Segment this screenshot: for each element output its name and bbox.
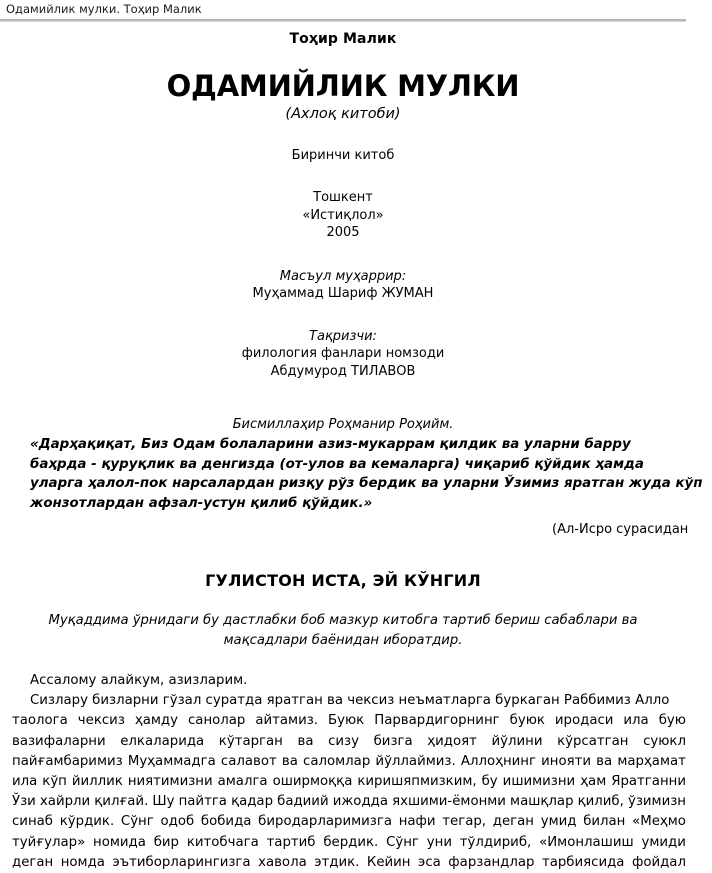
body-line: Сизлару бизларни гўзал суратда яратган ва чексиз неъматларга буркаган Раббимиз Алло [30, 693, 670, 709]
document-viewer-header [0, 0, 686, 19]
body-line: туйғулар» номида бир китобчага тартиб бердик. Сўнг уни тўлдириб, «Имонлашиш умиди [12, 834, 686, 850]
quote-line: жонзотлардан афзал-устун қилиб қўйдик.» [30, 495, 373, 511]
quote-line: баҳрда - қуруқлик ва денгизда (от-улов ва кемаларга) чиқариб қўйдик ҳамда [30, 456, 644, 472]
credit-qualification: филология фанлари номзоди [241, 346, 445, 361]
imprint-publisher: «Истиқлол» [302, 207, 384, 223]
document-page [0, 22, 703, 870]
book-volume-label: Биринчи китоб [291, 148, 395, 163]
body-line: синаб кўрдик. Сўнг одоб бобида биродарларимизга нафи тегар, деган умид билан «Меҳмо [12, 814, 686, 830]
body-line: вазифаларни елкаларида кўтарган ва сизу бизга ҳидоят йўлини кўрсатган суюкл [12, 733, 686, 749]
chapter-body [0, 651, 702, 873]
book-title: ОДАМИЙЛИК МУЛКИ [166, 69, 520, 103]
chapter-intro-line: Муқаддима ўрнидаги бу дастлабки боб мазкур китобга тартиб бериш сабаблари ва [48, 613, 638, 628]
quran-quotation [0, 434, 712, 513]
credit-block-editor [0, 242, 686, 303]
credit-name: Муҳаммад Шариф ЖУМАН [252, 286, 434, 301]
body-line: Ўзи хайрли қилғай. Шу пайтга қадар бадиий ижодда яхшими-ёмонми машқлар қилиб, ўзимизн [12, 794, 686, 810]
quote-line: «Дарҳақиқат, Биз Одам болаларини азиз-мукаррам қилдик ва уларни барру [30, 437, 631, 452]
title-block [0, 22, 686, 165]
body-line: деган номда эътиборларингизга хавола этдик. Кейин эса фарзандлар тарбиясида фойдал [12, 854, 686, 870]
quote-line: уларга ҳалол-пок нарсалардан ризқу рўз бердик ва уларни Ўзимиз яратган жуда кўп [30, 476, 703, 491]
chapter-intro [37, 592, 649, 651]
credit-role-label: Масъул муҳаррир: [279, 268, 407, 284]
bismillah-line: Бисмиллаҳир Роҳманир Роҳийм. [232, 417, 454, 432]
book-author: Тоҳир Малик [289, 31, 397, 47]
chapter-intro-line: мақсадлари баёнидан иборатдир. [223, 633, 463, 648]
credit-block-reviewer [0, 303, 686, 381]
body-line: ила кўп йиллик ниятимизни амалга оширмоққа киришяпмизким, бу ишимизни ҳам Яратганни [12, 774, 686, 790]
body-line: таолога чексиз ҳамду санолар айтамиз. Буюк Парвардигорнинг буюк иродаси ила бую [12, 713, 686, 729]
body-line: Ассалому алайкум, азизларим. [30, 673, 248, 688]
imprint-block [0, 165, 686, 242]
document-header-title: Одамийлик мулки. Тоҳир Малик [6, 2, 202, 16]
imprint-year: 2005 [326, 225, 360, 240]
book-subtitle: (Ахлоқ китоби) [285, 106, 401, 122]
imprint-city: Тошкент [313, 190, 373, 205]
credit-name: Абдумурод ТИЛАВОВ [270, 363, 416, 379]
body-line: пайғамбаримиз Муҳаммадга салавот ва саломлар йўллаймиз. Аллоҳнинг инояти ва марҳамат [12, 753, 686, 769]
chapter-title: ГУЛИСТОН ИСТА, ЭЙ КЎНГИЛ [205, 571, 481, 590]
credit-role-label: Тақризчи: [309, 328, 377, 344]
quotation-source: (Ал-Исро сурасидан [552, 522, 689, 537]
